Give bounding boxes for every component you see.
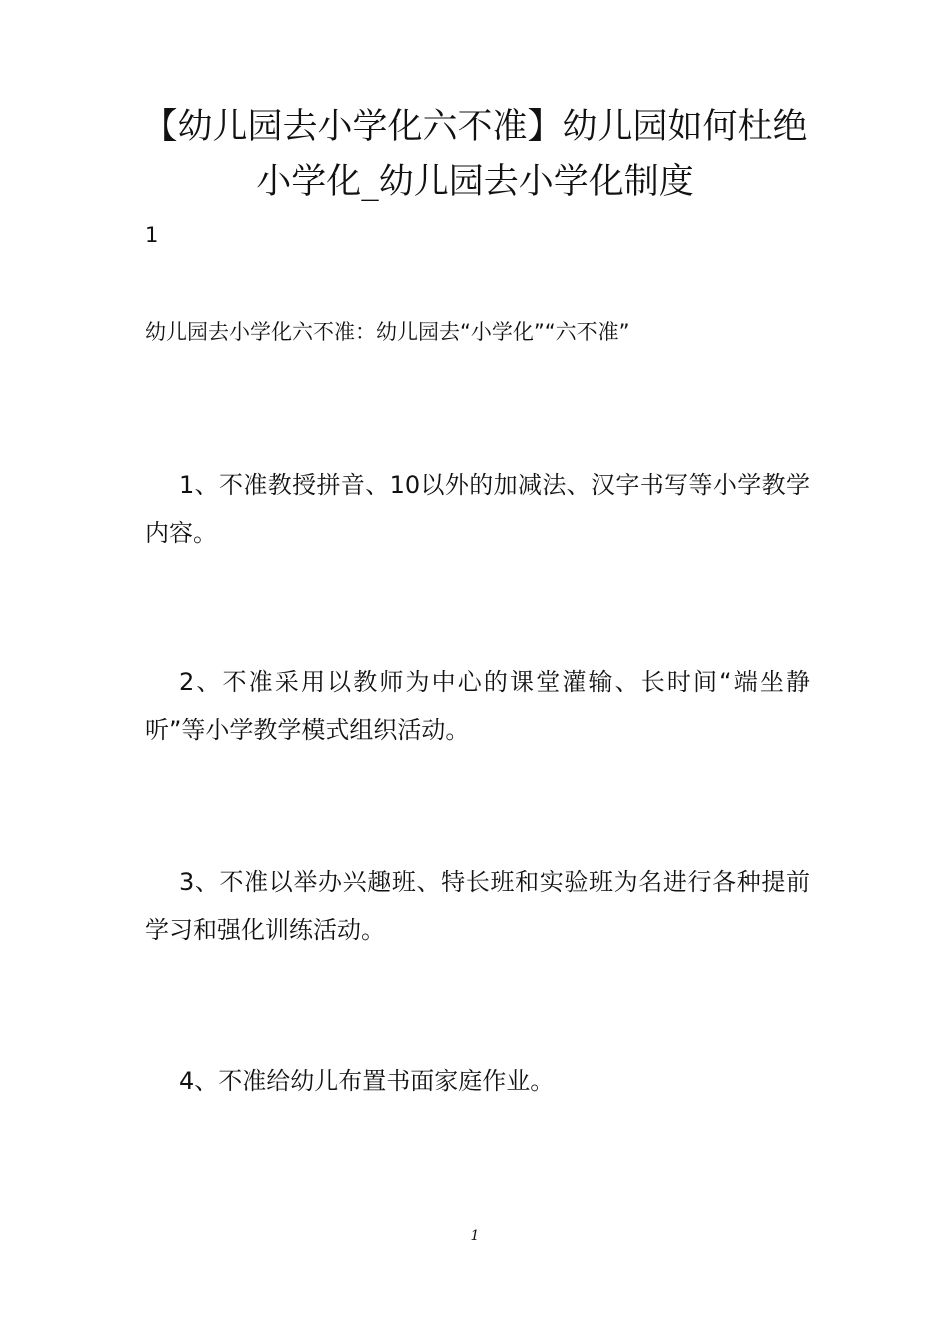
rule-item-4: 4、不准给幼儿布置书面家庭作业。 xyxy=(179,1067,555,1095)
rule-item-2: 2、不准采用以教师为中心的课堂灌输、长时间“端坐静听”等小学教学模式组织活动。 xyxy=(145,668,810,744)
intro-paragraph: 幼儿园去小学化六不准：幼儿园去“小学化”“六不准” xyxy=(145,320,630,344)
section-number: 1 xyxy=(145,223,159,247)
rule-item-3: 3、不准以举办兴趣班、特长班和实验班为名进行各种提前学习和强化训练活动。 xyxy=(145,868,810,944)
document-title: 【幼儿园去小学化六不准】幼儿园如何杜绝小学化_幼儿园去小学化制度 xyxy=(142,107,808,202)
rule-item-1: 1、不准教授拼音、10以外的加减法、汉字书写等小学教学内容。 xyxy=(145,471,810,547)
page-number: 1 xyxy=(470,1228,480,1244)
